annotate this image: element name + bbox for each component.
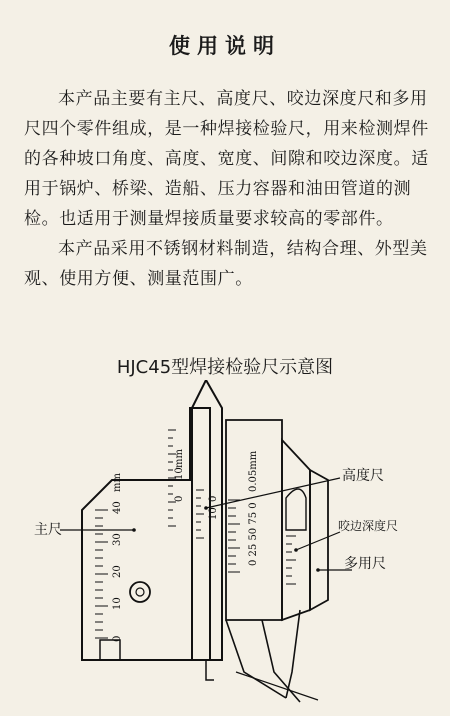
label-height-ruler: 高度尺 <box>342 468 384 484</box>
small-scale-number: 10 <box>174 467 185 480</box>
inner-scale-numbers <box>174 449 185 502</box>
height-ruler-tip <box>206 660 214 680</box>
label-undercut-ruler: 咬边深度尺 <box>338 519 399 533</box>
figure-title: HJC45型焊接检验尺示意图 <box>116 357 334 378</box>
vernier-ticks <box>228 500 240 572</box>
undercut-ticks <box>286 536 296 584</box>
main-scale-number: 0 <box>112 635 123 642</box>
leader-undercut-ruler <box>296 532 340 550</box>
vernier-unit: 0.05mm <box>248 450 259 492</box>
height-ruler-numbers <box>208 496 219 520</box>
pivot-pin <box>136 588 144 596</box>
main-scale-number: 40 <box>112 501 123 514</box>
blade-right <box>286 610 300 698</box>
label-multi-ruler: 多用尺 <box>344 556 386 572</box>
height-ruler-ticks <box>196 490 204 538</box>
paragraph-2: 本产品采用不锈钢材料制造，结构合理、外型美观、使用方便、测量范围广。 <box>24 239 428 289</box>
leader-dot <box>132 528 136 532</box>
leader-dot <box>316 568 320 572</box>
main-scale-unit: mm <box>112 473 123 492</box>
paragraph-1: 本产品主要有主尺、高度尺、咬边深度尺和多用尺四个零件组成，是一种焊接检验尺，用来检测焊件的各种坡口角度、高度、宽度、间隙和咬边深度。适用于锅炉、桥梁、造船、压力容器和油田管道的测检。也适用于测量焊接质量要求较高的零部件。 <box>24 89 429 229</box>
pivot-hole <box>130 582 150 602</box>
blade-center <box>262 620 300 702</box>
instruction-body <box>24 84 440 294</box>
main-ruler-ticks <box>95 510 108 638</box>
small-scale-number: 0 <box>174 495 185 502</box>
small-scale-unit: mm <box>174 449 185 468</box>
leader-dot <box>294 548 298 552</box>
main-scale-number: 20 <box>112 565 123 578</box>
leader-dot <box>204 506 208 510</box>
main-ruler-numbers <box>112 473 123 642</box>
main-scale-number: 30 <box>112 533 123 546</box>
height-scale-number: 0 <box>208 495 219 502</box>
welding-gauge-diagram <box>0 380 450 716</box>
vernier-scale-text: 0 25 50 75 0 <box>248 502 259 566</box>
height-scale-number: 10 <box>208 507 219 520</box>
main-scale-number: 10 <box>112 597 123 610</box>
main-ruler-foot <box>100 640 120 660</box>
undercut-slot <box>286 489 306 530</box>
page-title: 使用说明 <box>169 34 281 58</box>
label-main-ruler: 主尺 <box>34 522 62 538</box>
